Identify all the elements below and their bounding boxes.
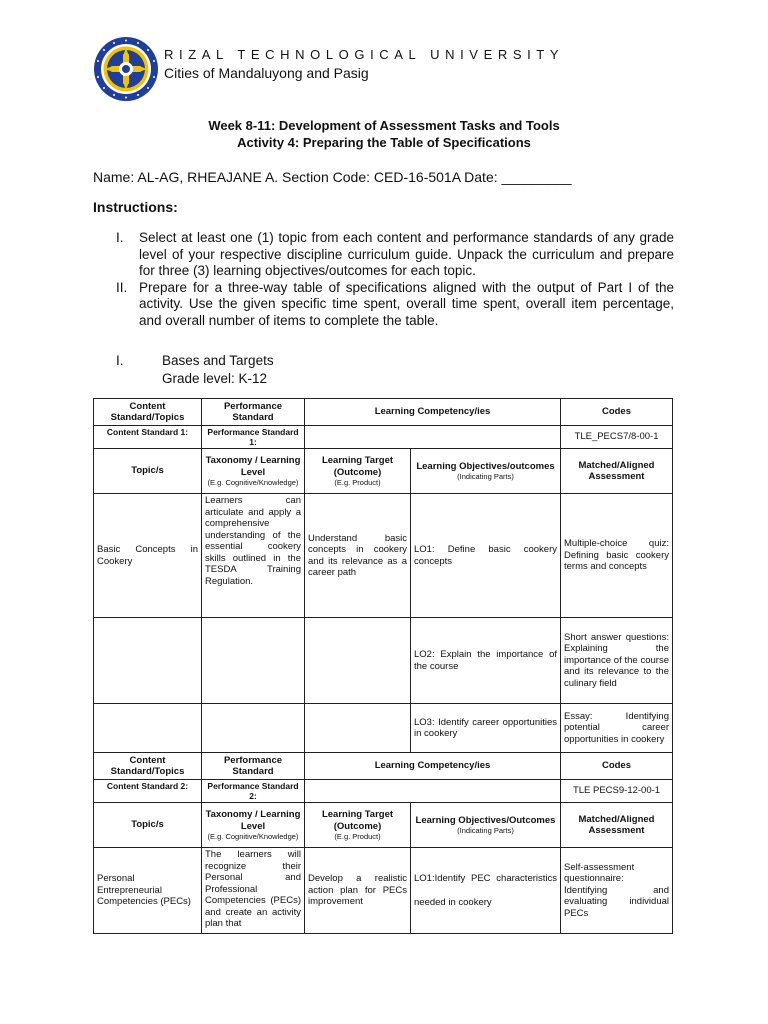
target-label: Learning Target (Outcome) [321, 455, 394, 478]
topic-cell: Basic Concepts in Cookery [94, 494, 202, 618]
competency-cell [305, 426, 561, 449]
competency-code: TLE PECS9-12-00-1 [561, 780, 673, 803]
taxonomy-cell [202, 704, 305, 753]
table-row [94, 704, 673, 753]
target-cell: Understand basic concepts in cookery and its relevance as a career path [305, 494, 411, 618]
header-content-standard: Content Standard/Topics [94, 399, 202, 426]
performance-standard-label: Performance Standard 2: [202, 780, 305, 803]
part-title: Bases and Targets [162, 353, 274, 368]
subheader-taxonomy [202, 449, 305, 494]
instruction-text: Prepare for a three-way table of specifications aligned with the output of Part I of the activity. Use the given specific time spent, overall time spent, overall item percentage, and overall number of items to complete the table. [139, 279, 674, 328]
topic-cell [94, 618, 202, 704]
assessment-cell: Self-assessment questionnaire: Identifying and evaluating individual PECs [561, 848, 673, 934]
subheader-objectives [411, 803, 561, 848]
header-learning-competency: Learning Competency/ies [305, 399, 561, 426]
instruction-item-1 [116, 230, 674, 280]
assessment-cell: Short answer questions: Explaining the importance of the course and its relevance to the culinary field [561, 618, 673, 704]
instructions-heading: Instructions: [93, 199, 178, 215]
table-row [94, 848, 673, 934]
target-cell [305, 618, 411, 704]
objective-cell: LO2: Explain the importance of the course [411, 618, 561, 704]
university-campuses: Cities of Mandaluyong and Pasig [164, 65, 369, 81]
subheader-assessment: Matched/Aligned Assessment [561, 449, 673, 494]
subheader-target [305, 449, 411, 494]
table-header-row [94, 753, 673, 780]
letterhead [93, 36, 693, 106]
table-row [94, 494, 673, 618]
objective-cell [411, 848, 561, 934]
table-header-row [94, 399, 673, 426]
subheader-target [305, 803, 411, 848]
taxonomy-label: Taxonomy / Learning Level [205, 455, 301, 478]
university-seal-icon [93, 36, 159, 102]
target-label: Learning Target (Outcome) [321, 809, 394, 832]
objective-cell: LO1: Define basic cookery concepts [411, 494, 561, 618]
instruction-text: Select at least one (1) topic from each content and performance standards of any grade level of your respective discipline curriculum guide. Unpack the curriculum and prepare for three (3) learning objectives/outcomes for each topic. [139, 230, 674, 278]
table-subheader-row [94, 803, 673, 848]
target-note: (E.g. Product) [334, 832, 381, 841]
standard-row [94, 426, 673, 449]
university-name: RIZAL TECHNOLOGICAL UNIVERSITY [164, 47, 565, 62]
taxonomy-cell: Learners can articulate and apply a comprehensive understanding of the essential cookery skills outlined in the TESDA Training Regulation. [202, 494, 305, 618]
objectives-label: Learning Objectives/outcomes [416, 460, 555, 472]
header-performance-standard: Performance Standard [202, 399, 305, 426]
target-note: (E.g. Product) [334, 478, 381, 487]
subheader-taxonomy [202, 803, 305, 848]
target-cell [305, 704, 411, 753]
standard-row [94, 780, 673, 803]
specifications-table [93, 398, 673, 934]
instruction-number: II. [116, 279, 128, 295]
objective-extra-text: needed in cookery [414, 896, 492, 908]
objective-text: LO1:Identify PEC characteristics [414, 873, 557, 884]
document-title [0, 117, 768, 151]
assessment-cell: Multiple-choice quiz: Defining basic cookery terms and concepts [561, 494, 673, 618]
table-subheader-row [94, 449, 673, 494]
instruction-number: I. [116, 230, 124, 245]
content-standard-label: Content Standard 1: [94, 426, 202, 449]
target-cell: Develop a realistic action plan for PECs improvement [305, 848, 411, 934]
header-codes: Codes [561, 753, 673, 780]
instruction-item-2 [116, 280, 674, 330]
competency-cell [305, 780, 561, 803]
taxonomy-note: (E.g. Cognitive/Knowledge) [207, 832, 299, 841]
content-standard-label: Content Standard 2: [94, 780, 202, 803]
subheader-assessment: Matched/Aligned Assessment [561, 803, 673, 848]
objectives-label: Learning Objectives/Outcomes [415, 814, 556, 826]
topic-cell: Personal Entrepreneurial Competencies (PECs) [94, 848, 202, 934]
objectives-note: (Indicating Parts) [457, 472, 514, 482]
header-content-standard: Content Standard/Topics [94, 753, 202, 780]
subheader-objectives [411, 449, 561, 494]
taxonomy-label: Taxonomy / Learning Level [205, 809, 301, 832]
taxonomy-note: (E.g. Cognitive/Knowledge) [207, 478, 299, 487]
part-number: I. [116, 353, 124, 368]
header-learning-competency: Learning Competency/ies [305, 753, 561, 780]
taxonomy-cell: The learners will recognize their Personal and Professional Competencies (PECs) and create an activity plan that [202, 848, 305, 934]
subheader-topic: Topic/s [94, 449, 202, 494]
objectives-note: (Indicating Parts) [457, 826, 514, 836]
objective-cell: LO3: Identify career opportunities in cookery [411, 704, 561, 753]
title-line-1: Week 8-11: Development of Assessment Tasks and Tools [208, 118, 560, 133]
assessment-cell: Essay: Identifying potential career opportunities in cookery [561, 704, 673, 753]
instructions-list [116, 230, 674, 329]
title-line-2: Activity 4: Preparing the Table of Specifications [237, 135, 531, 150]
topic-cell [94, 704, 202, 753]
student-info-line: Name: AL-AG, RHEAJANE A. Section Code: CED-16-501A Date: _________ [93, 169, 572, 185]
part-1-heading [116, 352, 274, 388]
subheader-topic: Topic/s [94, 803, 202, 848]
grade-level: Grade level: K-12 [162, 371, 268, 386]
performance-standard-label: Performance Standard 1: [202, 426, 305, 449]
table-row [94, 618, 673, 704]
header-performance-standard: Performance Standard [202, 753, 305, 780]
taxonomy-cell [202, 618, 305, 704]
competency-code: TLE_PECS7/8-00-1 [561, 426, 673, 449]
header-codes: Codes [561, 399, 673, 426]
